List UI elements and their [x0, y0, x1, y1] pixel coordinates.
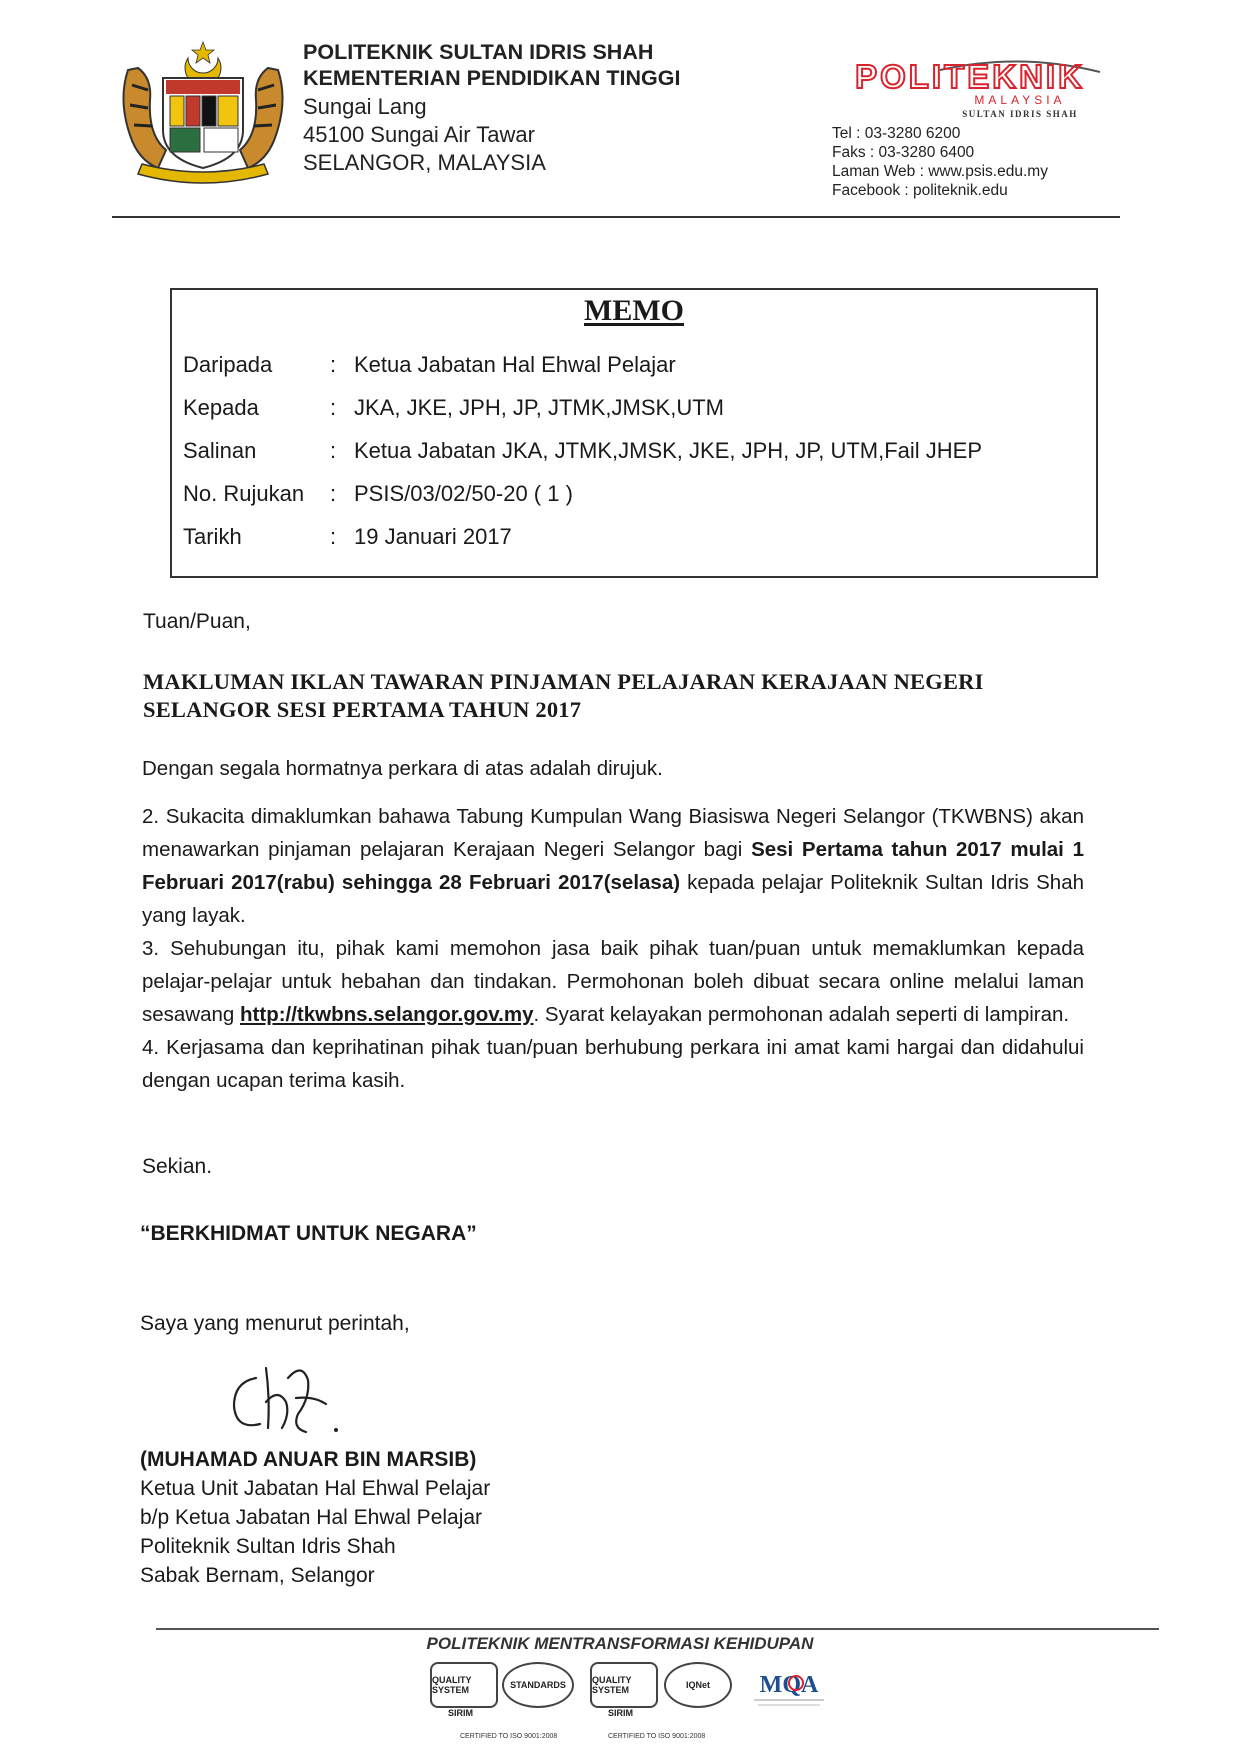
sirim-label-1: SIRIM: [448, 1708, 474, 1718]
paragraph-3-text-a: 3. Sehubungan itu, pihak kami memohon jasa baik pihak tuan/puan untuk memaklumkan kepada pelajar-pelajar untuk hebahan dan tindakan. Permohonan boleh dibuat secara online melalui laman sesawang: [142, 937, 1084, 1026]
footer-divider: [156, 1628, 1159, 1630]
tkwbns-website-link[interactable]: http://tkwbns.selangor.gov.my: [240, 1003, 534, 1026]
memo-title: MEMO: [584, 294, 684, 327]
signatory-title-3: Politeknik Sultan Idris Shah: [140, 1535, 396, 1558]
politeknik-logo: [820, 50, 1120, 130]
memo-copy-label: Salinan: [183, 438, 257, 463]
paragraph-2-text-b: kepada pelajar Politeknik Sultan Idris Shah yang layak.: [142, 871, 1084, 927]
subject-line-1: MAKLUMAN IKLAN TAWARAN PINJAMAN PELAJARAN KERAJAAN NEGERI: [143, 669, 984, 694]
sirim-label-2: SIRIM: [608, 1708, 634, 1718]
malaysia-coat-of-arms-emblem: [108, 40, 298, 190]
logo-brand-text: POLITEKNIK: [855, 58, 1085, 95]
signatory-title-2: b/p Ketua Jabatan Hal Ehwal Pelajar: [140, 1506, 483, 1529]
paragraph-2-text-a: 2. Sukacita dimaklumkan bahawa Tabung Kumpulan Wang Biasiswa Negeri Selangor (TKWBNS) akan menawarkan pinjaman pelajaran Kerajaan Negeri Selangor bagi: [142, 805, 1084, 861]
paragraph-3-text-b: . Syarat kelayakan permohonan adalah seperti di lampiran.: [533, 1003, 1070, 1026]
logo-country-text: MALAYSIA: [974, 93, 1066, 107]
quality-system-badge-2: QUALITY SYSTEM: [590, 1662, 658, 1708]
address-line-3: SELANGOR, MALAYSIA: [303, 150, 546, 175]
motto: “BERKHIDMAT UNTUK NEGARA”: [140, 1222, 477, 1245]
iso-certification-note-2: CERTIFIED TO ISO 9001:2008: [608, 1733, 706, 1740]
standards-badge: STANDARDS: [502, 1662, 574, 1708]
quality-system-badge: QUALITY SYSTEM: [430, 1662, 498, 1708]
logo-campus-text: SULTAN IDRIS SHAH: [962, 109, 1078, 119]
contact-web: Laman Web : www.psis.edu.my: [832, 163, 1048, 180]
paragraph-3: [142, 932, 1084, 1031]
ministry-name: KEMENTERIAN PENDIDIKAN TINGGI: [303, 66, 681, 90]
memo-copy-colon: :: [330, 438, 337, 463]
contact-fax: Faks : 03-3280 6400: [832, 144, 975, 161]
memo-ref-label: No. Rujukan: [183, 481, 305, 506]
institution-name: POLITEKNIK SULTAN IDRIS SHAH: [303, 40, 654, 64]
paragraph-4: 4. Kerjasama dan keprihatinan pihak tuan/puan berhubung perkara ini amat kami hargai dan didahului dengan ucapan terima kasih.: [142, 1036, 1084, 1092]
memo-from-label: Daripada: [183, 352, 273, 377]
memo-from-value: Ketua Jabatan Hal Ehwal Pelajar: [354, 352, 676, 377]
paragraph-2-session-dates: Sesi Pertama tahun 2017 mulai 1 Februari 2017(rabu) sehingga 28 Februari 2017(selasa): [142, 838, 1084, 894]
memo-copy-value: Ketua Jabatan JKA, JTMK,JMSK, JKE, JPH, JP, UTM,Fail JHEP: [354, 438, 983, 463]
memo-date-colon: :: [330, 524, 337, 549]
contact-facebook: Facebook : politeknik.edu: [832, 182, 1008, 199]
memo-date-value: 19 Januari 2017: [354, 524, 512, 549]
handwritten-signature: [226, 1358, 356, 1440]
header-divider: [112, 216, 1120, 218]
paragraph-1: Dengan segala hormatnya perkara di atas adalah dirujuk.: [142, 757, 663, 780]
memo-ref-value: PSIS/03/02/50-20 ( 1 ): [354, 481, 573, 506]
paragraph-2: [142, 800, 1084, 932]
signatory-title-1: Ketua Unit Jabatan Hal Ehwal Pelajar: [140, 1477, 491, 1500]
memo-date-label: Tarikh: [183, 524, 242, 549]
iso-certification-note-1: CERTIFIED TO ISO 9001:2008: [460, 1733, 558, 1740]
mqa-logo-text: MQA: [759, 1672, 819, 1698]
memo-ref-colon: :: [330, 481, 337, 506]
memo-to-label: Kepada: [183, 395, 259, 420]
footer-tagline: POLITEKNIK MENTRANSFORMASI KEHIDUPAN: [426, 1634, 814, 1653]
memo-from-colon: :: [330, 352, 337, 377]
memo-to-colon: :: [330, 395, 337, 420]
signatory-name: (MUHAMAD ANUAR BIN MARSIB): [140, 1448, 477, 1471]
mqa-logo: [744, 1666, 834, 1712]
address-line-1: Sungai Lang: [303, 94, 427, 119]
salutation: Tuan/Puan,: [143, 610, 251, 633]
subject-line-2: SELANGOR SESI PERTAMA TAHUN 2017: [143, 697, 582, 722]
iqnet-badge: IQNet: [664, 1662, 732, 1708]
closing-phrase: Saya yang menurut perintah,: [140, 1312, 410, 1335]
address-line-2: 45100 Sungai Air Tawar: [303, 122, 535, 147]
contact-tel: Tel : 03-3280 6200: [832, 125, 961, 142]
memo-box: [170, 288, 1098, 578]
sekian: Sekian.: [142, 1155, 213, 1178]
memo-to-value: JKA, JKE, JPH, JP, JTMK,JMSK,UTM: [354, 395, 724, 420]
signatory-title-4: Sabak Bernam, Selangor: [140, 1564, 375, 1587]
